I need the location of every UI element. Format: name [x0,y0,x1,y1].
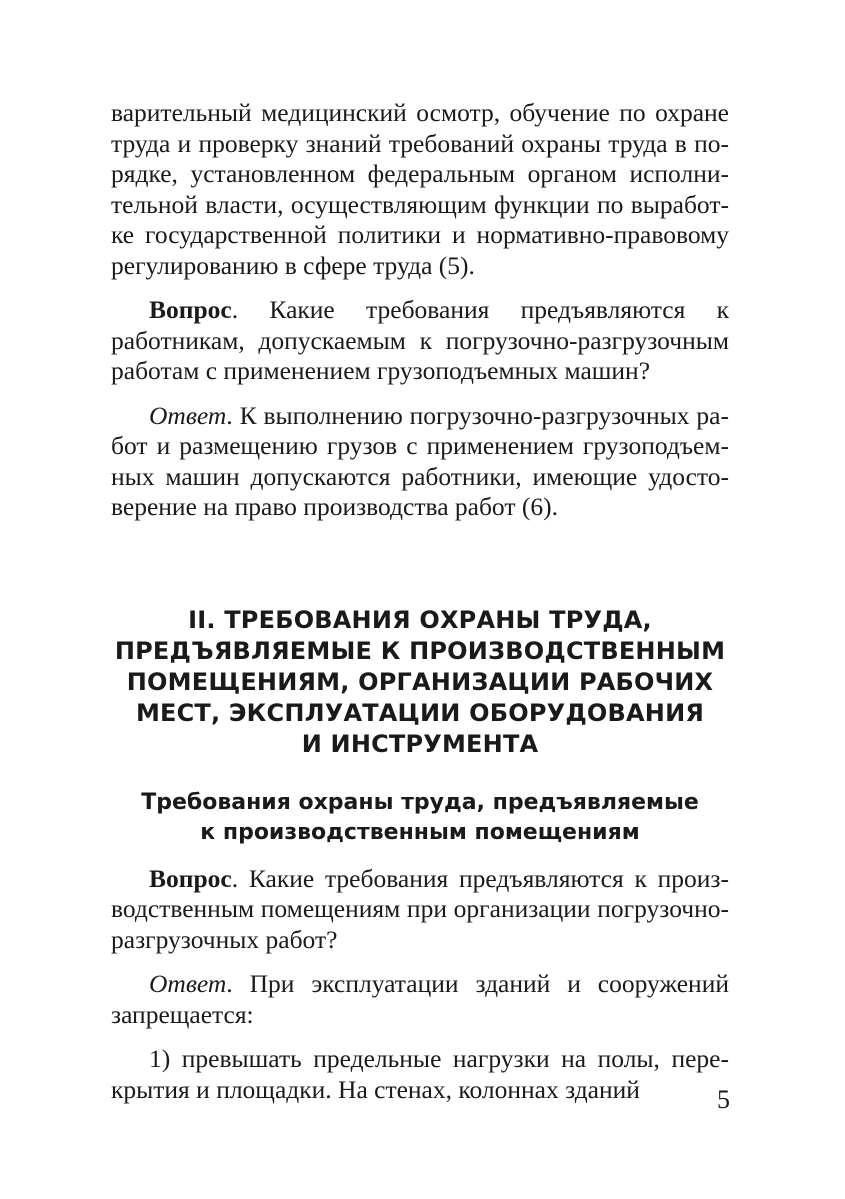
page-number: 5 [717,1085,730,1114]
section-heading [111,788,729,848]
question-text: . Какие требования предъявляются к производственным помещениям при организации погрузочно-разгрузочных работ? [111,863,729,954]
question-label: Вопрос [149,863,232,893]
chapter-heading-line: ПРЕДЪЯВЛЯЕМЫЕ К ПРОИЗВОДСТВЕННЫМ [114,636,726,665]
question-paragraph-1 [111,295,729,387]
answer-label: Ответ [149,400,227,430]
section-heading-line: Требования охраны труда, предъявляемые [141,789,699,815]
page-content [111,98,729,1119]
list-item-1: 1) превышать предельные нагрузки на полы, перекрытия и площадки. На стенах, колоннах зданий [111,1044,729,1104]
question-paragraph-2 [111,864,729,956]
chapter-heading-line: МЕСТ, ЭКСПЛУАТАЦИИ ОБОРУДОВАНИЯ [135,698,705,727]
chapter-heading-line: II. ТРЕБОВАНИЯ ОХРАНЫ ТРУДА, [188,605,652,634]
chapter-heading-line: И ИНСТРУМЕНТА [301,729,539,758]
answer-text: . К выполнению погрузочно-разгрузочных работ и размещению грузов с применением грузоподъемных машин допускаются работники, имеющие удостоверение на право производства работ (6). [111,400,729,521]
answer-label: Ответ [149,969,227,998]
question-text: . Какие требования предъявляются к работникам, допускаемым к погрузочно-разгрузочным работам с применением грузоподъемных машин? [111,295,729,385]
question-label: Вопрос [149,295,232,324]
answer-paragraph-2 [111,969,729,1030]
intro-paragraph: варительный медицинский осмотр, обучение по охране труда и проверку знаний требований охраны труда в порядке, установленном федеральным органом исполнительной власти, осуществляющим функции по выработке государственной политики и нормативно-правовому регулированию в сфере труда (5). [111,98,729,280]
answer-text: . При эксплуатации зданий и сооружений запрещается: [111,969,729,1029]
chapter-heading [111,605,729,760]
section-heading-line: к производственным помещениям [200,819,640,845]
chapter-heading-line: ПОМЕЩЕНИЯМ, ОРГАНИЗАЦИИ РАБОЧИХ [126,667,714,696]
answer-paragraph-1 [111,401,729,523]
